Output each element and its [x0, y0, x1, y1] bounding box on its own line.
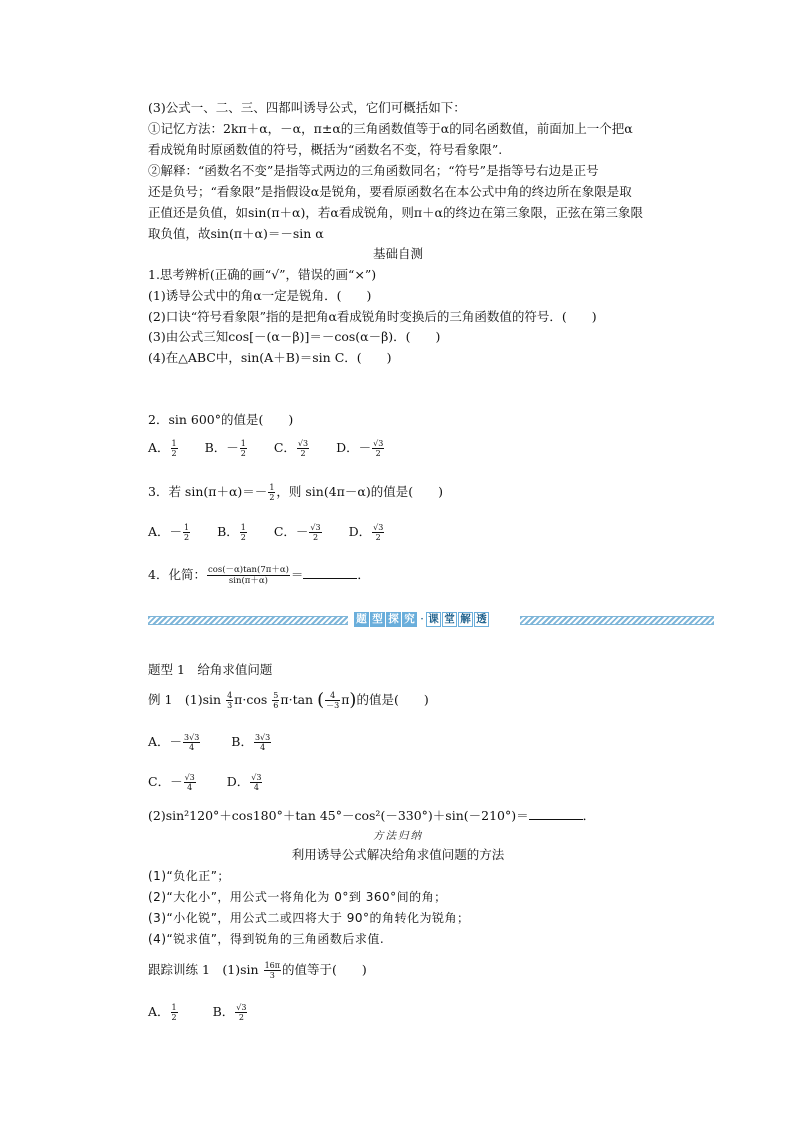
self-test-heading: 基础自测	[372, 246, 423, 261]
q3-option-b: B． $\frac{1}{2}$	[217, 523, 246, 542]
q2-option-c: C． $\frac{√3}{2}$	[273, 439, 309, 458]
banner-char: 堂	[442, 612, 457, 627]
q1-title: 1.思考辨析(正确的画“√”，错误的画“×”)	[148, 267, 377, 282]
method-title: 利用诱导公式解决给角求值问题的方法	[291, 847, 505, 862]
method-item-4: (4)“锐求值”，得到锐角的三角函数后求值.	[148, 932, 385, 946]
q1-item-1: (1)诱导公式中的角α一定是锐角．( )	[148, 288, 372, 303]
method-tag: 方法归纳	[373, 830, 423, 842]
example1-question: 例 1 (1)sin $\frac{4}{3}$ π·cos $\frac{5}{6}$ π·tan ( $\frac{4}{-3}$ π)的值是( )	[148, 689, 429, 711]
ex2-answer-blank[interactable]	[529, 807, 583, 820]
q3-option-a: A．－ $\frac{1}{2}$	[148, 523, 190, 542]
banner-char: 究	[402, 612, 417, 627]
q3-option-c: C．－ $\frac{√3}{2}$	[273, 523, 321, 542]
track-training-1: 跟踪训练 1 (1)sin $\frac{16\pi}{3}$ 的值等于( )	[148, 961, 367, 980]
track-options	[148, 1002, 248, 1022]
banner-char: 型	[370, 612, 385, 627]
intro-line-1: (3)公式一、二、三、四都叫诱导公式，它们可概括如下：	[148, 100, 466, 115]
banner-char: 题	[354, 612, 369, 627]
banner-char: 课	[426, 612, 441, 627]
intro-line-5: 还是负号；“看象限”是指假设α是锐角，要看原函数名在本公式中角的终边所在象限是取	[148, 184, 632, 199]
q1-item-4: (4)在△ABC中，sin(A＋B)＝sin C．( )	[148, 350, 392, 365]
example1-part2: (2)sin²120°＋cos180°＋tan 45°－cos²(－330°)＋sin(－210°)＝ ．	[148, 808, 596, 823]
example1-option-d: D． $\frac{√3}{4}$	[226, 773, 262, 792]
banner-hatch-right	[520, 616, 714, 625]
banner-char: 解	[458, 612, 473, 627]
q2-title: 2．sin 600°的值是( )	[148, 412, 294, 427]
q4-answer-blank[interactable]	[303, 566, 357, 579]
q3-options	[148, 522, 385, 542]
intro-line-6: 正值还是负值，如sin(π＋α)，若α看成锐角，则π＋α的终边在第三象限，正弦在第三象限	[148, 205, 643, 220]
q2-option-d: D．－ $\frac{√3}{2}$	[336, 439, 384, 458]
example1-option-b: B． $\frac{3√3}{4}$	[231, 733, 271, 752]
example1-option-c: C．－ $\frac{√3}{4}$	[148, 773, 195, 792]
q2-options	[148, 438, 385, 458]
type1-heading: 题型 1 给角求值问题	[148, 662, 273, 677]
banner-char: 探	[386, 612, 401, 627]
example1-options-ab	[148, 732, 272, 752]
track-option-a: A． $\frac{1}{2}$	[148, 1003, 177, 1022]
method-item-3: (3)“小化锐”，用公式二或四将大于 90°的角转化为锐角；	[148, 911, 470, 925]
method-item-1: (1)“负化正”；	[148, 869, 230, 883]
q1-item-2: (2)口诀“符号看象限”指的是把角α看成锐角时变换后的三角函数值的符号．( )	[148, 309, 597, 324]
section-banner	[148, 611, 714, 627]
q4-title: 4．化简： $\frac{\cos(-\alpha)\tan(7\pi+\alpha)}{\sin(\pi+\alpha)}$ ＝ ．	[148, 565, 370, 586]
q3-title: 3．若 sin(π＋α)＝－ $\frac{1}{2}$ ，则 sin(4π－α)的值是( )	[148, 483, 443, 502]
intro-line-4: ②解释：“函数名不变”是指等式两边的三角函数同名；“符号”是指等号右边是正号	[148, 163, 599, 178]
intro-line-2: ①记忆方法：2kπ＋α，－α，π±α的三角函数值等于α的同名函数值，前面加上一个把α	[148, 121, 633, 136]
intro-line-3: 看成锐角时原函数值的符号，概括为“函数名不变，符号看象限”.	[148, 142, 503, 157]
example1-option-a: A．－ $\frac{3√3}{4}$	[148, 733, 200, 752]
banner-char: 透	[474, 612, 489, 627]
method-item-2: (2)“大化小”，用公式一将角化为 0°到 360°间的角；	[148, 890, 447, 904]
banner-title: 题 型 探 究 · 课 堂 解 透	[354, 611, 490, 627]
banner-hatch-left	[148, 616, 348, 625]
track-option-b: B． $\frac{√3}{2}$	[212, 1003, 247, 1022]
q1-item-3: (3)由公式三知cos[－(α－β)]＝－cos(α－β)．( )	[148, 329, 441, 344]
q2-option-a: A． $\frac{1}{2}$	[148, 439, 177, 458]
intro-line-7: 取负值，故sin(π＋α)＝－sin α	[148, 226, 324, 241]
example1-options-cd	[148, 772, 263, 792]
q2-option-b: B．－ $\frac{1}{2}$	[204, 439, 246, 458]
q3-option-d: D． $\frac{√3}{2}$	[348, 523, 384, 542]
